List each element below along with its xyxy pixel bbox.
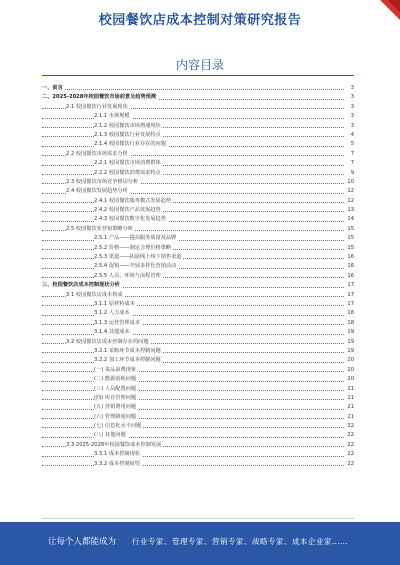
toc-entry-page: 3 [344, 93, 354, 102]
toc-entry-page: 3 [344, 103, 354, 112]
toc-entry[interactable] [42, 385, 354, 394]
toc-leader-dots [42, 165, 344, 166]
toc-entry-page: 20 [344, 366, 354, 375]
toc-entry-label: 2.5.1 产品——提高服务质量及品牌 [94, 235, 177, 242]
toc-entry-page: 21 [344, 413, 354, 422]
toc-entry-page: 13 [344, 206, 354, 215]
toc-entry-label: 2.4.2 校园餐饮产品发展趋势 [94, 207, 161, 214]
toc-entry[interactable] [42, 328, 354, 337]
toc-entry[interactable] [42, 403, 354, 412]
toc-entry-label: 2.4.3 校园餐饮数字化发展趋势 [94, 216, 166, 223]
toc-entry[interactable] [42, 309, 354, 318]
toc-entry[interactable] [42, 140, 354, 149]
footer-slogan: 让每个人都能成为 [48, 537, 117, 547]
toc-leader-dots [42, 334, 344, 335]
toc-entry-page: 3 [344, 122, 354, 131]
toc-entry-label: (七) 信息化水平问题 [94, 423, 142, 430]
toc-leader-dots [42, 174, 344, 175]
toc-entry-label: 2.1.2 校园餐饮市场增速现状 [94, 122, 161, 129]
toc-entry-page: 9 [344, 169, 354, 178]
toc-leader-dots [42, 371, 344, 372]
toc-entry[interactable] [42, 262, 354, 271]
toc-entry-page: 18 [344, 319, 354, 328]
toc-leader-dots [42, 456, 344, 457]
toc-entry-label: 3.3 2025-2028年校园餐饮成本控制发展 [66, 441, 162, 448]
toc-entry-label: 3.3.1 成本控制现状 [94, 451, 140, 458]
toc-entry[interactable] [42, 291, 354, 300]
toc-entry-label: 2.5.2 价格——制定合理价格策略 [94, 244, 172, 251]
toc-entry-label: 2.2 校园餐饮市场需求分析 [66, 150, 128, 157]
toc-entry-page: 17 [344, 300, 354, 309]
toc-entry-page: 10 [344, 178, 354, 187]
toc-entry-label: 2.5.3 渠道——拓展线上线下销售渠道 [94, 254, 182, 261]
toc-leader-dots [42, 399, 344, 400]
toc-entry-page: 3 [344, 84, 354, 93]
toc-title: 内容目录 [175, 58, 224, 72]
toc-entry-label: 一、前言 [42, 85, 63, 91]
toc-entry-page: 16 [344, 262, 354, 271]
report-title: 校园餐饮店成本控制对策研究报告 [98, 13, 302, 28]
toc-entry[interactable] [42, 281, 354, 290]
toc-entry-label: 3.1.2 人力成本 [94, 310, 130, 317]
toc-entry[interactable] [42, 394, 354, 403]
toc-entry-page: 22 [344, 422, 354, 431]
toc-entry[interactable] [42, 253, 354, 262]
toc-entry[interactable] [42, 178, 354, 187]
toc-leader-dots [42, 305, 344, 306]
toc-entry-label: (四) 库存管理问题 [94, 394, 137, 401]
toc-leader-dots [42, 89, 344, 90]
toc-entry-page: 22 [344, 460, 354, 469]
toc-leader-dots [42, 315, 344, 316]
toc-entry-label: 2.2.1 校园餐饮市场消费群体 [94, 160, 161, 167]
toc-entry-label: (二) 能源消耗问题 [94, 376, 137, 383]
toc-entry[interactable] [42, 150, 354, 159]
toc-entry-label: 2.3 校园餐饮市场竞争格局分析 [66, 178, 139, 185]
toc-entry-page: 20 [344, 375, 354, 384]
toc-entry-label: (八) 其他问题 [94, 432, 126, 439]
toc-entry-page: 14 [344, 215, 354, 224]
toc-entry[interactable] [42, 450, 354, 459]
toc-leader-dots [42, 352, 344, 353]
toc-entry[interactable] [42, 441, 354, 450]
toc-entry-page: 17 [344, 291, 354, 300]
toc-entry[interactable] [42, 244, 354, 253]
toc-leader-dots [42, 268, 344, 269]
toc-leader-dots [42, 277, 344, 278]
toc-entry-page: 21 [344, 394, 354, 403]
toc-entry[interactable] [42, 159, 354, 168]
toc-leader-dots [42, 437, 344, 438]
toc-leader-dots [42, 240, 344, 241]
toc-entry[interactable] [42, 319, 354, 328]
toc-entry[interactable] [42, 300, 354, 309]
toc-leader-dots [42, 418, 344, 419]
toc-entry[interactable] [42, 460, 354, 469]
footer-divider [42, 518, 354, 519]
toc-entry-label: 2.2.2 校园餐饮消费需求特点 [94, 169, 161, 176]
toc-entry-label: 2.5 校园餐饮业营销策略分析 [66, 225, 133, 232]
toc-entry[interactable] [42, 206, 354, 215]
toc-entry[interactable] [42, 112, 354, 121]
toc-entry-label: 3.2.1 采购环节成本控制问题 [94, 347, 161, 354]
toc-leader-dots [42, 427, 344, 428]
toc-entry-label: 2.4.1 校园餐饮服务模式发展趋势 [94, 197, 172, 204]
toc-entry[interactable] [42, 215, 354, 224]
toc-entry[interactable] [42, 225, 354, 234]
toc-entry-page: 21 [344, 403, 354, 412]
toc-leader-dots [42, 324, 344, 325]
toc-entry-page: 4 [344, 131, 354, 140]
toc-entry-label: 2.1.1 市场规模 [94, 113, 130, 120]
toc-entry[interactable] [42, 272, 354, 281]
toc-entry-label: 2.1 校园餐饮行业发展现状 [66, 103, 128, 110]
toc-entry-page: 15 [344, 244, 354, 253]
toc-entry[interactable] [42, 422, 354, 431]
toc-leader-dots [42, 409, 344, 410]
toc-leader-dots [42, 249, 344, 250]
title-divider [42, 75, 354, 76]
toc-entry-page: 22 [344, 431, 354, 440]
toc-leader-dots [42, 211, 344, 212]
toc-entry[interactable] [42, 347, 354, 356]
toc-entry-label: 3.1 校园餐饮店成本构成 [66, 291, 123, 298]
toc-entry[interactable] [42, 356, 354, 365]
toc-entry-page: 22 [344, 450, 354, 459]
toc-entry-label: 3.2 校园餐饮店成本控制存在的问题 [66, 338, 149, 345]
toc-entry-label: (五) 营销费用问题 [94, 404, 137, 411]
toc-entry-page: 19 [344, 338, 354, 347]
report-header [0, 0, 400, 34]
toc-entry-page: 7 [344, 159, 354, 168]
toc-entry-label: 3.1.3 运营管理成本 [94, 319, 140, 326]
toc-entry-page: 22 [344, 441, 354, 450]
toc-entry-page: 16 [344, 272, 354, 281]
toc-entry-page: 15 [344, 234, 354, 243]
toc-entry[interactable] [42, 413, 354, 422]
toc-entry-page: 5 [344, 140, 354, 149]
toc-entry-label: 3.1.4 其他成本 [94, 329, 130, 336]
table-of-contents [42, 84, 354, 469]
toc-entry[interactable] [42, 103, 354, 112]
toc-leader-dots [42, 221, 344, 222]
toc-entry[interactable] [42, 431, 354, 440]
toc-entry-page: 7 [344, 150, 354, 159]
toc-entry-label: 2.5.5 人员、环境与流程管理 [94, 272, 161, 279]
toc-entry-label: 3.3.2 成本控制展望 [94, 460, 140, 467]
toc-entry-label: 3.2.2 加工环节成本控制问题 [94, 357, 161, 364]
toc-entry[interactable] [42, 375, 354, 384]
toc-entry-label: (一) 菜品浪费现象 [94, 366, 137, 373]
toc-entry-page: 15 [344, 225, 354, 234]
footer-banner [0, 522, 400, 565]
corner-decoration-icon [370, 0, 400, 30]
toc-leader-dots [42, 381, 344, 382]
toc-entry-page: 17 [344, 281, 354, 290]
toc-entry[interactable] [42, 169, 354, 178]
toc-entry-label: 2.5.4 促销——开展多样化营销活动 [94, 263, 177, 270]
toc-entry-label: (六) 管理制度问题 [94, 413, 137, 420]
toc-entry[interactable] [42, 122, 354, 131]
toc-entry[interactable] [42, 131, 354, 140]
toc-entry-page: 3 [344, 112, 354, 121]
toc-entry[interactable] [42, 187, 354, 196]
toc-entry[interactable] [42, 338, 354, 347]
toc-leader-dots [42, 136, 344, 137]
toc-leader-dots [42, 202, 344, 203]
toc-entry-page: 20 [344, 356, 354, 365]
toc-entry-page: 12 [344, 187, 354, 196]
toc-leader-dots [42, 146, 344, 147]
toc-entry[interactable] [42, 93, 354, 102]
toc-entry-label: 2.1.4 校园餐饮行业存在的问题 [94, 141, 166, 148]
toc-entry[interactable] [42, 366, 354, 375]
toc-leader-dots [42, 127, 344, 128]
toc-entry-page: 19 [344, 347, 354, 356]
toc-entry-label: 三、校园餐饮店成本控制现状分析 [42, 282, 120, 289]
toc-entry[interactable] [42, 234, 354, 243]
toc-entry-page: 18 [344, 309, 354, 318]
toc-entry-label: (三) 人员配置问题 [94, 385, 137, 392]
toc-leader-dots [42, 390, 344, 391]
toc-entry-label: 2.4 校园餐饮发展趋势分析 [66, 188, 128, 195]
toc-entry-label: 2.1.3 校园餐饮行业发展特点 [94, 131, 161, 138]
toc-leader-dots [42, 362, 344, 363]
toc-entry[interactable] [42, 197, 354, 206]
toc-entry-page: 12 [344, 197, 354, 206]
toc-entry-page: 21 [344, 385, 354, 394]
toc-entry-label: 3.1.1 原材料成本 [94, 300, 135, 307]
toc-entry-page: 16 [344, 253, 354, 262]
toc-leader-dots [42, 258, 344, 259]
toc-entry-label: 二、2025-2028年校园餐饮市场前景及趋势预测 [42, 94, 157, 101]
toc-entry-page: 19 [344, 328, 354, 337]
toc-leader-dots [42, 465, 344, 466]
toc-entry[interactable] [42, 84, 354, 93]
footer-roles: 行业专家、管理专家、营销专家、战略专家、成本企业家…… [132, 537, 348, 546]
toc-leader-dots [42, 118, 344, 119]
